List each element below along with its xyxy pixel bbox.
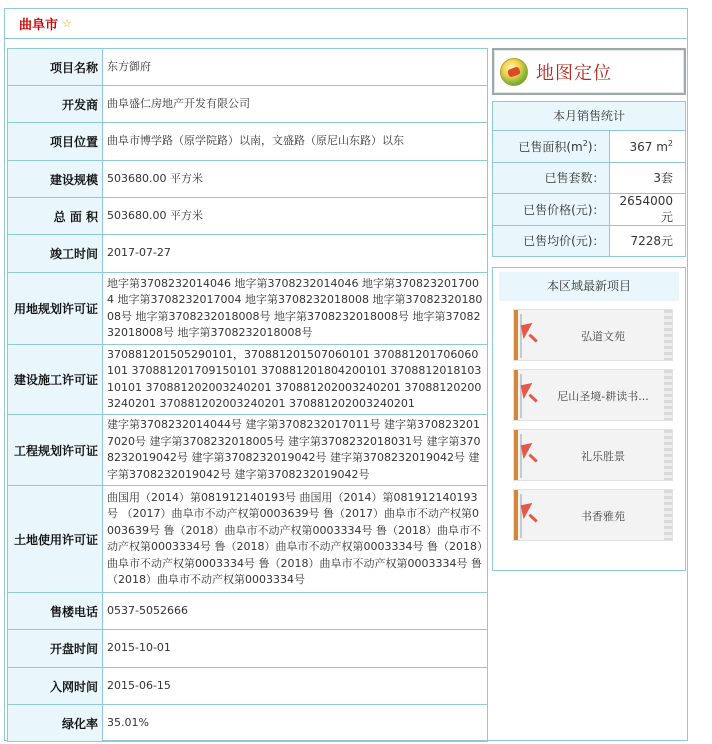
card-right-bar [664,310,672,360]
sold-price-value: 2654000元 [609,193,685,225]
sold-area-value: 367 $m^2$ [609,131,685,162]
panel-header [5,9,687,39]
row-value: 503680.00 平方米 [103,198,488,235]
card-right-bar [664,430,672,480]
table-row [8,161,488,198]
card-left-bar [514,430,518,480]
map-location-button[interactable] [492,48,686,95]
cursor-icon [521,323,536,339]
globe-icon [500,58,528,86]
cursor-icon [521,443,536,459]
project-card-link[interactable] [513,369,673,421]
row-label: 项目位置 [8,123,103,161]
row-value: 370881201505290101，370881201507060101 370881201706060101 370881201709150101 370881201804200101 370881201810310101 370881202003240201 370881202003240201 370881202003240201 370881202003240201 370881202003240201 [103,345,488,415]
table-row [8,668,488,705]
card-left-bar [514,370,518,420]
sold-price-label: 已售价格(元)： [493,193,609,225]
project-name: 弘道文苑 [581,330,625,343]
row-value: 503680.00 平方米 [103,161,488,198]
project-name: 尼山圣境-耕读书... [557,390,649,403]
row-label: 绿化率 [8,705,103,742]
row-value: 2015-06-15 [103,668,488,705]
row-label: 土地使用许可证 [8,486,103,593]
row-value: 地字第3708232014046 地字第3708232014046 地字第3708232017004 地字第3708232017004 地字第3708232018008 地字第3708232018008号 地字第3708232018008号 地字第3708232018008号 地字第3708232018008号 地字第3708232018008号 [103,273,488,345]
row-label: 工程规划许可证 [8,415,103,486]
row-value: 建字第3708232014044号 建字第3708232017011号 建字第3708232017020号 建字第3708232018005号 建字第3708232018031号 建字第3708232019042号 建字第3708232019042号 建字第3708232019042号 建字第3708232019042号 建字第3708232019042号 [103,415,488,486]
row-label: 开发商 [8,86,103,123]
table-row [8,593,488,630]
row-label: 竣工时间 [8,235,103,273]
table-row [8,415,488,486]
project-card-link[interactable] [513,489,673,541]
row-value: 0537-5052666 [103,593,488,630]
sidebar [492,48,686,571]
sales-row [493,162,685,193]
row-label: 总 面 积 [8,198,103,235]
row-label: 开盘时间 [8,630,103,668]
cursor-icon [521,383,536,399]
project-card-link[interactable] [513,309,673,361]
project-name: 书香雅苑 [581,510,625,523]
city-title[interactable]: 曲阜市 [19,18,59,33]
sold-units-label: 已售套数： [493,162,609,193]
row-value: 东方御府 [103,49,488,86]
sold-units-value: 3套 [609,162,685,193]
monthly-sales-title: 本月销售统计 [493,102,685,131]
table-row [8,486,488,593]
avg-price-label: 已售均价(元)： [493,225,609,256]
newest-projects-box [492,267,686,571]
avg-price-value: 7228元 [630,234,673,249]
table-row [8,198,488,235]
monthly-sales-box [492,101,686,257]
sales-row [493,193,685,225]
row-label: 建设施工许可证 [8,345,103,415]
project-panel [4,8,688,741]
row-label: 用地规划许可证 [8,273,103,345]
row-label: 入网时间 [8,668,103,705]
project-info [7,48,488,742]
map-location-label: 地图定位 [536,62,612,84]
row-value: 2015-10-01 [103,630,488,668]
row-value: 曲阜市博学路（原学院路）以南，文盛路（原尼山东路）以东 [103,123,488,161]
row-value: 2017-07-27 [103,235,488,273]
sold-area-label: 已售面积$(m^2)$： [493,131,609,162]
project-card-link[interactable] [513,429,673,481]
table-row [8,705,488,742]
row-value: 35.01% [103,705,488,742]
card-right-bar [664,370,672,420]
sales-row [493,131,685,162]
project-name: 礼乐胜景 [581,450,625,463]
row-label: 售楼电话 [8,593,103,630]
table-row [8,49,488,86]
sales-row [493,225,685,256]
table-row [8,630,488,668]
table-row [8,235,488,273]
card-left-bar [514,490,518,540]
card-left-bar [514,310,518,360]
row-value: 曲阜盛仁房地产开发有限公司 [103,86,488,123]
row-label: 建设规模 [8,161,103,198]
row-label: 项目名称 [8,49,103,86]
card-right-bar [664,490,672,540]
row-value: 曲国用（2014）第081912140193号 曲国用（2014）第081912140193号 （2017）曲阜市不动产权第0003639号 鲁（2017）曲阜市不动产权第0003639号 鲁（2018）曲阜市不动产权第0003334号 鲁（2018）曲阜市不动产权第0003334号 鲁（2018）曲阜市不动产权第0003334号 鲁（2018）曲阜市不动产权第0003334号 鲁（2018）曲阜市不动产权第0003334号 鲁（2018）曲阜市不动产权第0003334号 [103,486,488,593]
star-icon: ☆ [62,17,72,30]
cursor-icon [521,503,536,519]
table-row [8,345,488,415]
table-row [8,86,488,123]
project-info-table [7,48,488,742]
monthly-sales-table [493,131,685,256]
table-row [8,123,488,161]
table-row [8,273,488,345]
newest-projects-title: 本区域最新项目 [499,272,679,301]
